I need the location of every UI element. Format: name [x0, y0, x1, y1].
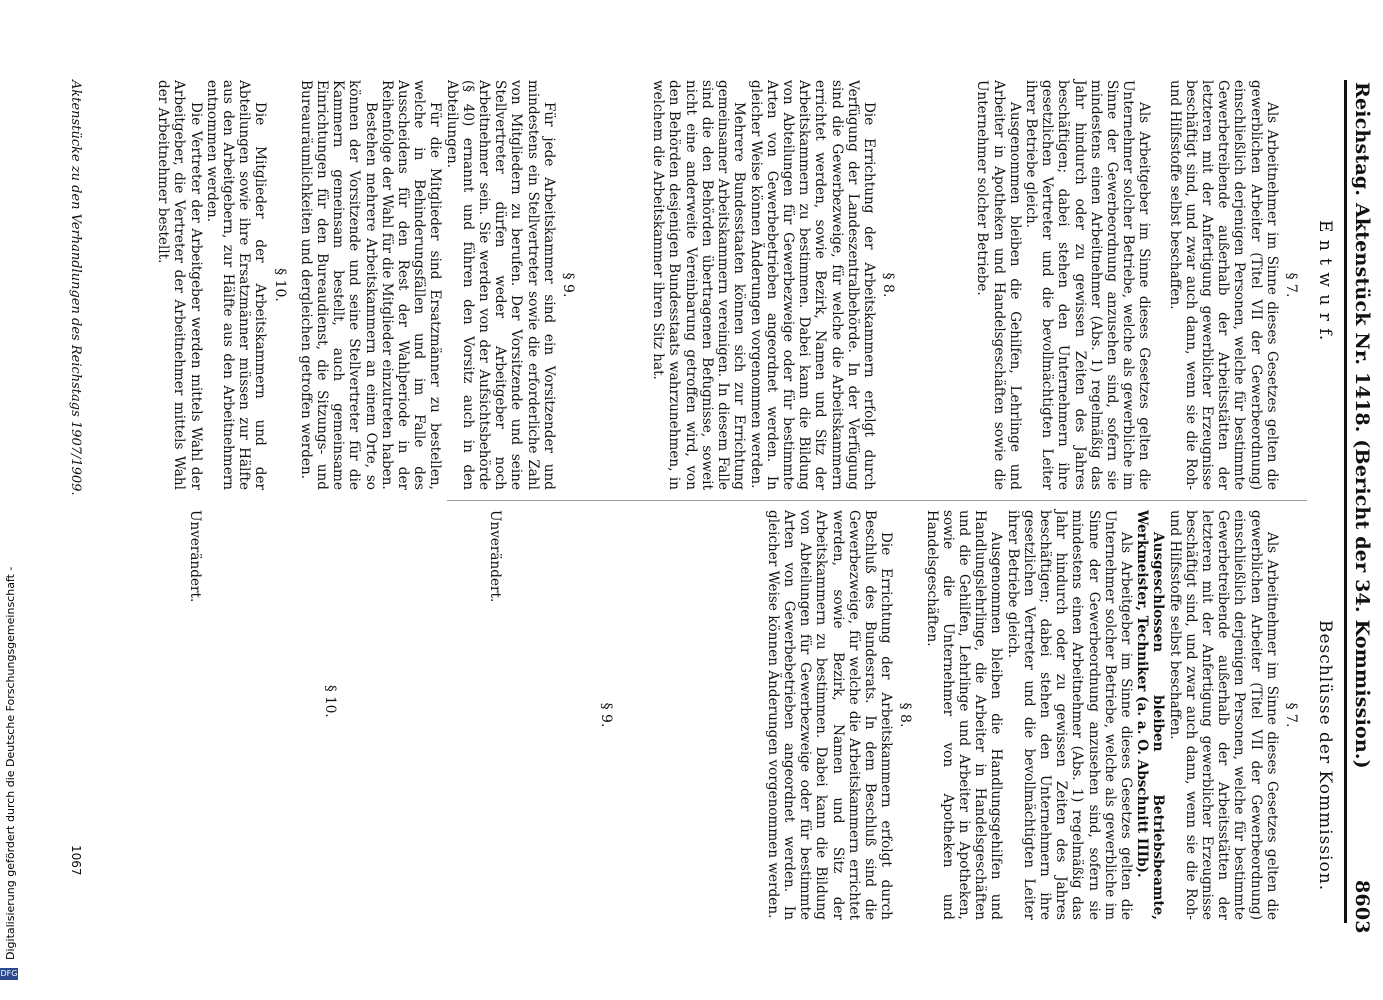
commission-s9-unchanged: Unverändert.	[487, 510, 503, 603]
commission-s7-para2: Als Arbeitgeber im Sinne dieses Gesetzes gelten die Unternehmer solcher Betriebe, welche als gewerbliche im Sinne der Gewerbeordnung anzusehen sind, sofern sie mindestens einen Arbeitnehmer (Abs. 1) regelmäßig das Jahr hindurch oder zu gewissen Zeiten des Jahres beschäftigen; dabei stehen den Unternehmern ihre gesetzlichen Vertreter und die bevollmächtigten Leiter ihrer Betriebe gleich.	[1004, 510, 1134, 920]
draft-s9-para1: Für jede Arbeitskammer sind ein Vorsitzender und mindestens ein Stellvertreter sowie die erforderliche Zahl von Mitgliedern zu berufen. Der Vorsitzende und seine Stellvertreter dürfen weder Arbeitgeber noch Arbeitnehmer sein. Sie werden von der Aufsichtsbehörde (§ 40) ernannt und führen den Vorsitz auch in den Abteilungen.	[443, 80, 557, 490]
footer-text: Aktenstücke zu den Verhandlungen des Reichstags 1907/1909.	[68, 80, 83, 496]
section-9-heading: § 9.	[560, 272, 577, 298]
footer-marker: 1067	[69, 845, 83, 876]
draft-column	[155, 80, 1305, 490]
commission-column-title: Beschlüsse der Kommission.	[1315, 620, 1335, 892]
draft-s8-para1: Die Errichtung der Arbeitskammern erfolgt durch Verfügung der Landeszentralbehörde. In der Verfügung sind die Gewerbezweige, für welche die Arbeitskammern errichtet werden, sowie Bezirk, Namen und Sitz der Arbeitskammern zu bestimmen. Dabei kann die Bildung von Abteilungen für Gewerbezweige oder für bestimmte Arten von Gewerbebetrieben angeordnet werden. In gleicher Weise können Änderungen vorgenommen werden.	[747, 80, 877, 490]
running-header: Reichstag. Aktenstück Nr. 1418. (Bericht der 34. Kommission.)	[1351, 82, 1373, 769]
section-8-heading: § 8.	[880, 272, 897, 298]
commission-s7-para1: Als Arbeitnehmer im Sinne dieses Gesetzes gelten die gewerblichen Arbeiter (Titel VII der Gewerbeordnung) einschließlich derjenigen Personen, welche für bestimmte Gewerbetreibende außerhalb der Arbeitsstätten der letzteren mit der Anfertigung gewerblicher Erzeugnisse beschäftigt sind, und zwar auch dann, wenn sie die Roh- und Hilfsstoffe selbst beschaffen.	[1166, 510, 1280, 920]
commission-column	[595, 510, 1305, 920]
draft-s10-para2: Die Vertreter der Arbeitgeber werden mittels Wahl der Arbeitgeber, die Vertreter der Arbeitnehmer mittels Wahl der Arbeitnehmer bestellt.	[155, 80, 204, 490]
commission-section-10-heading: § 10.	[322, 685, 338, 718]
draft-s7-para2: Als Arbeitgeber im Sinne dieses Gesetzes gelten die Unternehmer solcher Betriebe, welche als gewerbliche im Sinne der Gewerbeordnung anzusehen sind, sofern sie mindestens einen Arbeitnehmer (Abs. 1) regelmäßig das Jahr hindurch oder zu gewissen Zeiten des Jahres beschäftigen; dabei stehen den Unternehmern ihre gesetzlichen Vertreter und die bevollmächtigten Leiter ihrer Betriebe gleich.	[1022, 80, 1153, 490]
column-divider	[447, 500, 1307, 501]
draft-s7-para1: Als Arbeitnehmer im Sinne dieses Gesetzes gelten die gewerblichen Arbeiter (Titel VII der Gewerbeordnung) einschließlich derjenigen Personen, welche für bestimmte Gewerbetreibende außerhalb der Arbeitsstätten der letzteren mit der Anfertigung gewerblicher Erzeugnisse beschäftigt sind, und zwar auch dann, wenn sie die Roh- und Hilfsstoffe selbst beschaffen.	[1166, 80, 1280, 490]
draft-s8-para2: Mehrere Bundesstaaten können sich zur Errichtung gemeinsamer Arbeitskammern vereinigen. In diesem Falle sind die den Behörden übertragenen Befugnisse, soweit nicht eine anderweite Vereinbarung getroffen wird, von den Behörden desjenigen Bundesstaats wahrzunehmen, in welchem die Arbeitskammer ihren Sitz hat.	[650, 80, 748, 490]
dfg-logo: DFG	[0, 969, 18, 978]
section-10-heading: § 10.	[271, 268, 288, 302]
commission-section-9-heading: § 9.	[598, 702, 615, 728]
commission-s7-para3: Ausgenommen bleiben die Handlungsgehilfen und Handlungslehrlinge, die Arbeiter in Handelsgeschäften und die Gehilfen, Lehrlinge und Arbeiter in Apotheken, sowie die Unternehmer von Apotheken und Handelsgeschäften.	[923, 510, 1005, 920]
commission-s10-unchanged: Unverändert.	[187, 510, 203, 603]
page-number: 8603	[1351, 880, 1373, 934]
commission-section-7-heading: § 7.	[1283, 702, 1299, 728]
draft-s10-para1: Die Mitglieder der Arbeitskammern und der Abteilungen sowie ihre Ersatzmänner müssen zur Hälfte aus den Arbeitgebern, zur Hälfte aus den Arbeitnehmern entnommen werden.	[203, 80, 269, 490]
digitization-note: Digitalisierung gefördert durch die Deutsche Forschungsgemeinschaft -	[4, 566, 17, 960]
header-rule	[1344, 80, 1347, 923]
draft-s9-para3: Bestehen mehrere Arbeitskammern an einem Orte, so können der Vorsitzende und seine Stellvertreter für die Kammern gemeinsam bestellt, auch gemeinsame Einrichtungen für den Bureaudienst, die Sitzungs- und Bureauräumlichkeiten und dergleichen getroffen werden.	[297, 80, 379, 490]
commission-s7-excluded: Ausgeschlossen bleiben Betriebsbeamte, Werkmeister, Techniker (a. a. O. Abschnitt IIIb).	[1134, 510, 1167, 920]
section-7-heading: § 7.	[1283, 272, 1299, 298]
commission-section-8-heading: § 8.	[897, 702, 914, 728]
draft-s7-para3: Ausgenommen bleiben die Gehilfen, Lehrlinge und Arbeiter in Apotheken und Handelsgeschäften sowie die Unternehmer solcher Betriebe.	[974, 80, 1023, 490]
draft-column-title: E n t w u r f.	[1315, 220, 1335, 342]
commission-s8-para1: Die Errichtung der Arbeitskammern erfolgt durch Beschluß des Bundesrats. In dem Beschluß sind die Gewerbezweige, für welche die Arbeitskammern errichtet werden, sowie Bezirk, Namen und Sitz der Arbeitskammern zu bestimmen. Dabei kann die Bildung von Abteilungen für Gewerbezweige oder für bestimmte Arten von Gewerbebetrieben angeordnet werden. In gleicher Weise können Änderungen vorgenommen werden.	[764, 510, 895, 920]
draft-s9-para2: Für die Mitglieder sind Ersatzmänner zu bestellen, welche in Behinderungsfällen und im Falle des Ausscheidens für den Rest der Wahlperiode in der Reihenfolge der Wahl für die Mitglieder einzutreten haben.	[378, 80, 444, 490]
